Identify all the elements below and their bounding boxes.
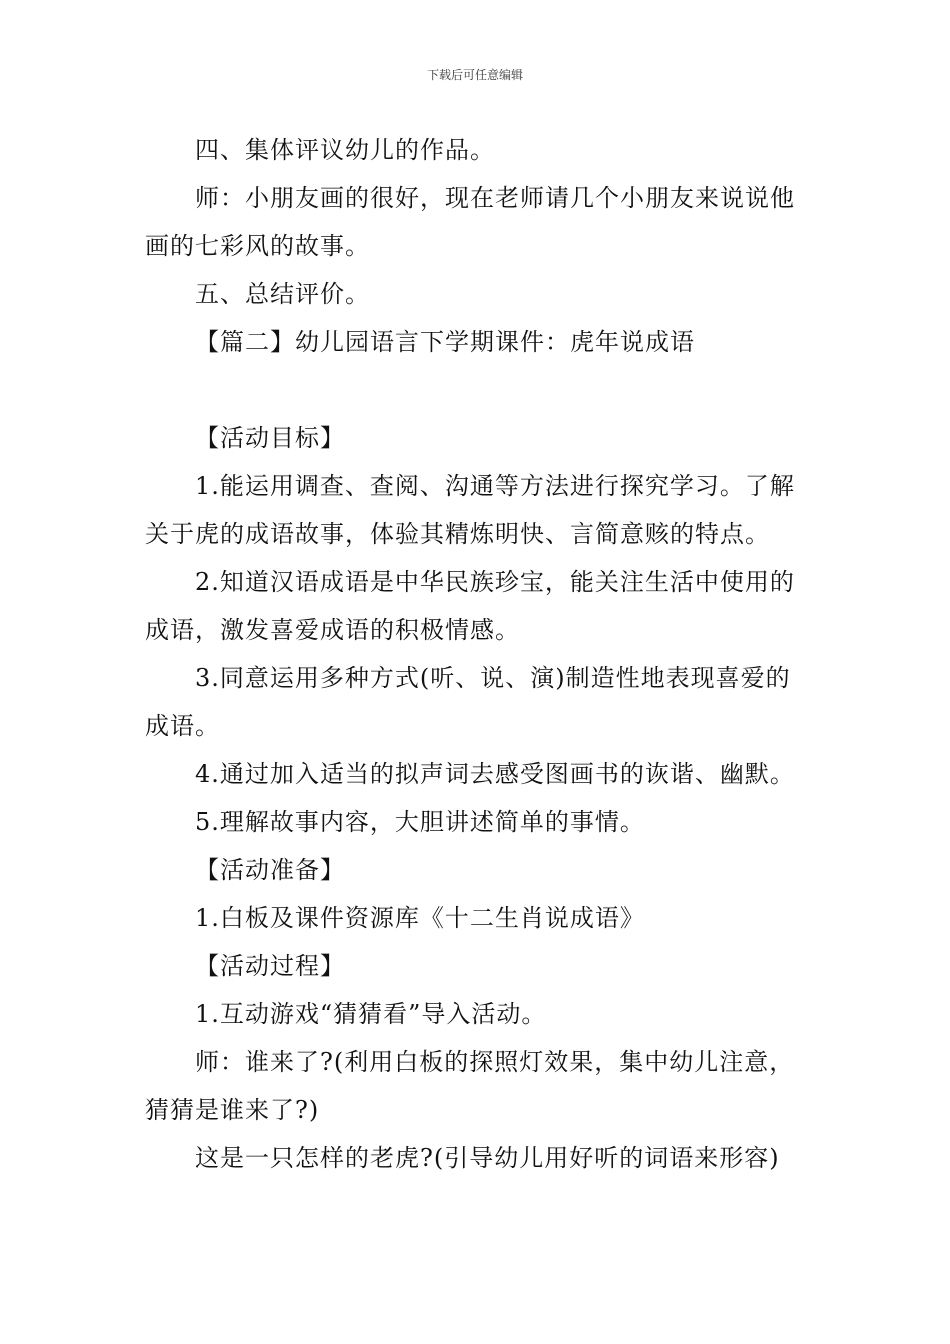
- section-heading: 【活动目标】: [195, 424, 345, 452]
- paragraph: 师：小朋友画的很好，现在老师请几个小朋友来说说他画的七彩风的故事。: [145, 184, 795, 260]
- document-body: [145, 126, 815, 1182]
- paragraph: 五、总结评价。: [195, 280, 370, 308]
- paragraph: 2.知道汉语成语是中华民族珍宝，能关注生活中使用的成语，激发喜爱成语的积极情感。: [145, 568, 795, 644]
- paragraph: 1.互动游戏“猜猜看”导入活动。: [195, 1000, 547, 1028]
- blank-line: [145, 366, 815, 414]
- section-title: 【篇二】幼儿园语言下学期课件：虎年说成语: [195, 328, 695, 356]
- paragraph: 5.理解故事内容，大胆讲述简单的事情。: [195, 808, 645, 836]
- paragraph: 师：谁来了?(利用白板的探照灯效果，集中幼儿注意，猜猜是谁来了?): [145, 1048, 795, 1124]
- section-heading: 【活动过程】: [195, 952, 345, 980]
- page-header: 下载后可任意编辑: [426, 68, 523, 82]
- paragraph: 1.能运用调查、查阅、沟通等方法进行探究学习。了解关于虎的成语故事，体验其精炼明快、言简意赅的特点。: [145, 472, 795, 548]
- paragraph: 4.通过加入适当的拟声词去感受图画书的诙谐、幽默。: [195, 760, 795, 788]
- paragraph: 这是一只怎样的老虎?(引导幼儿用好听的词语来形容): [195, 1144, 780, 1172]
- paragraph: 3.同意运用多种方式(听、说、演)制造性地表现喜爱的成语。: [145, 664, 791, 740]
- paragraph: 1.白板及课件资源库《十二生肖说成语》: [195, 904, 645, 932]
- paragraph: 四、集体评议幼儿的作品。: [195, 136, 495, 164]
- section-heading: 【活动准备】: [195, 856, 345, 884]
